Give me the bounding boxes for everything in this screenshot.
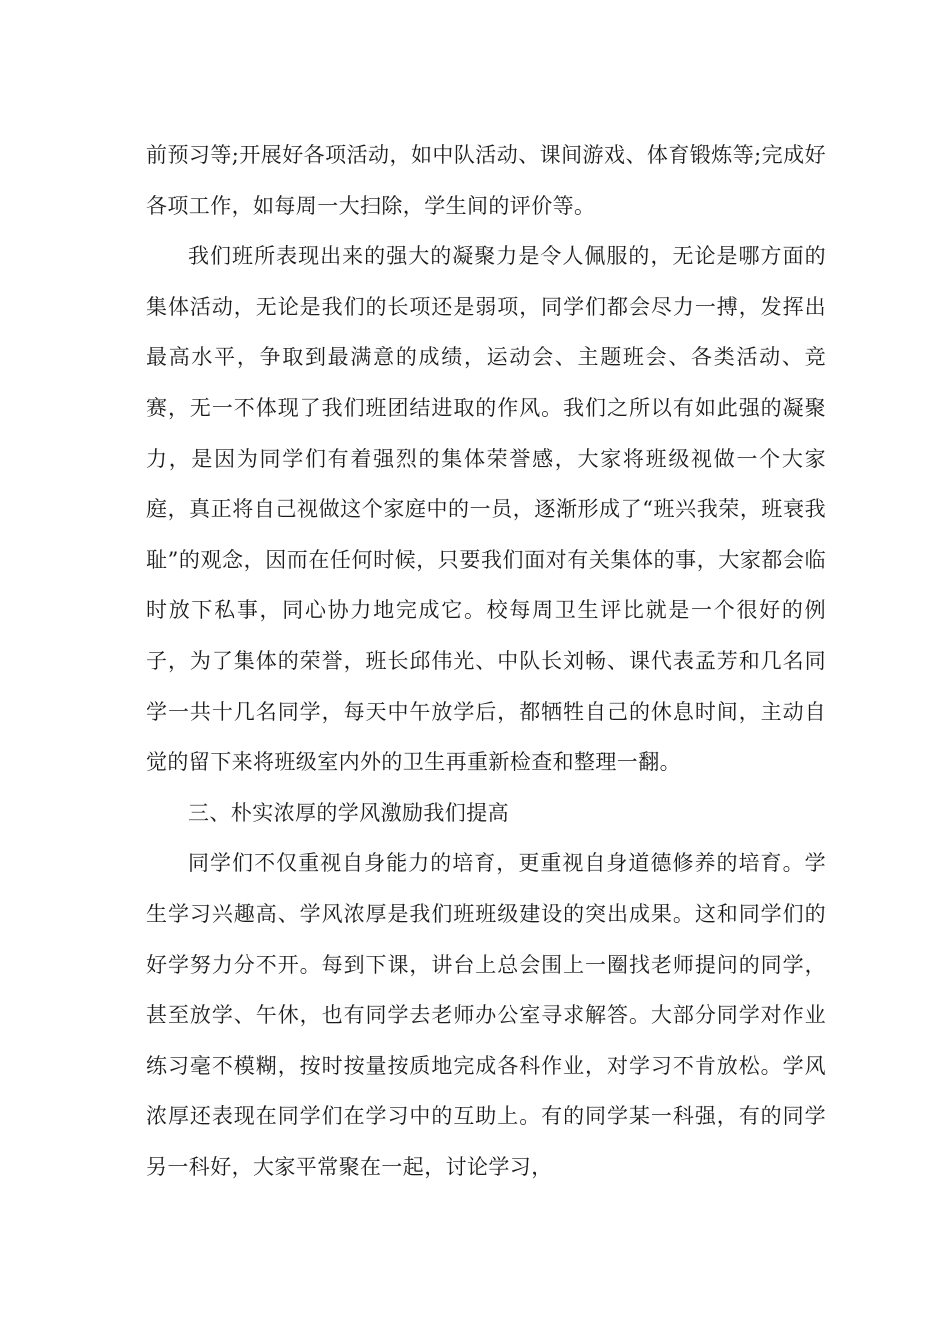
- section-heading: 三、朴实浓厚的学风激励我们提高: [188, 800, 509, 825]
- paragraph-continuation: 前预习等;开展好各项活动，如中队活动、课间游戏、体育锻炼等;完成好各项工作，如每周一大扫除，学生间的评价等。: [146, 143, 826, 218]
- paragraph-study-style: 同学们不仅重视自身能力的培育，更重视自身道德修养的培育。学生学习兴趣高、学风浓厚是我们班班级建设的突出成果。这和同学们的好学努力分不开。每到下课，讲台上总会围上一圈找老师提问的同学，甚至放学、午休，也有同学去老师办公室寻求解答。大部分同学对作业练习毫不模糊，按时按量按质地完成各科作业，对学习不肯放松。学风浓厚还表现在同学们在学习中的互助上。有的同学某一科强，有的同学另一科好，大家平常聚在一起，讨论学习，: [146, 851, 826, 1179]
- paragraph-cohesion: 我们班所表现出来的强大的凝聚力是令人佩服的，无论是哪方面的集体活动，无论是我们的长项还是弱项，同学们都会尽力一搏，发挥出最高水平，争取到最满意的成绩，运动会、主题班会、各类活动、竞赛，无一不体现了我们班团结进取的作风。我们之所以有如此强的凝聚力，是因为同学们有着强烈的集体荣誉感，大家将班级视做一个大家庭，真正将自己视做这个家庭中的一员，逐渐形成了“班兴我荣，班衰我耻”的观念，因而在任何时候，只要我们面对有关集体的事，大家都会临时放下私事，同心协力地完成它。校每周卫生评比就是一个很好的例子，为了集体的荣誉，班长邱伟光、中队长刘畅、课代表孟芳和几名同学一共十几名同学，每天中午放学后，都牺牲自己的休息时间，主动自觉的留下来将班级室内外的卫生再重新检查和整理一翻。: [146, 244, 826, 775]
- document-page: [146, 130, 826, 1192]
